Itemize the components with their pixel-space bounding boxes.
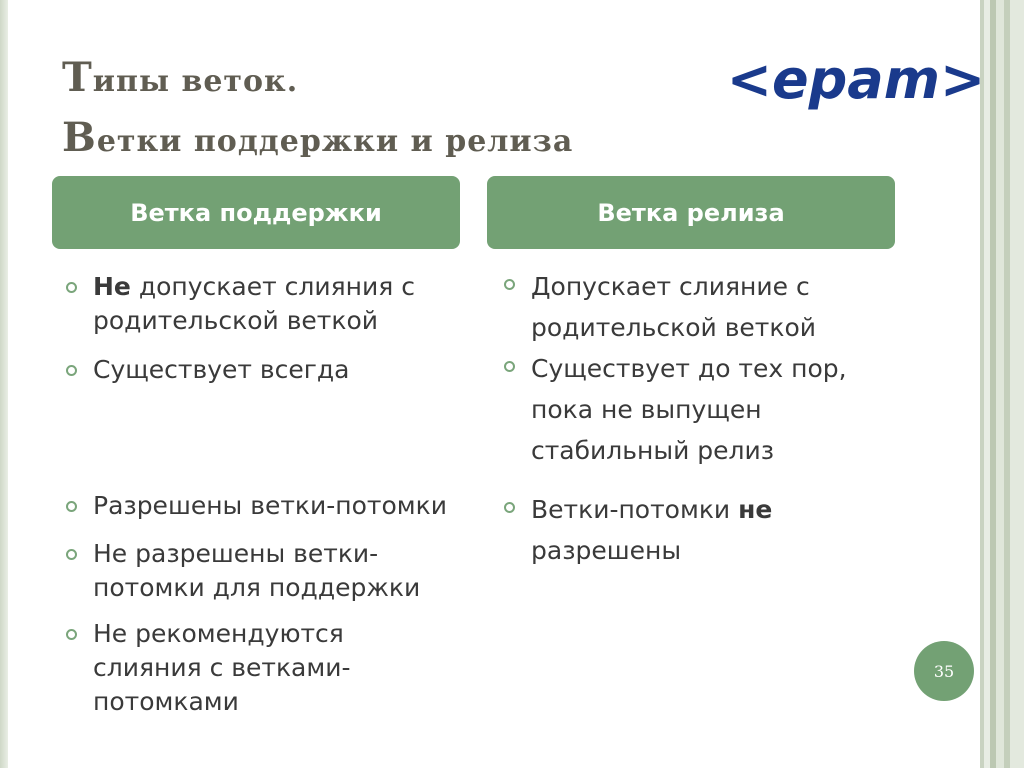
bullet-icon — [504, 279, 515, 290]
list-item: Ветки-потомки не разрешены — [531, 489, 831, 571]
bullet-icon — [504, 502, 515, 513]
svg-text:<epam>: <epam> — [726, 48, 986, 111]
bullet-icon — [66, 282, 77, 293]
list-item: Не допускает слияния с родительской веткой — [93, 270, 493, 338]
release-branch-header: Ветка релиза — [487, 176, 895, 249]
list-item: Не разрешены ветки-потомки для поддержки — [93, 537, 473, 605]
slide-title — [62, 50, 742, 170]
list-item: Существует всегда — [93, 353, 493, 387]
title-line-1: Типы веток. — [62, 54, 299, 101]
bullet-icon — [66, 501, 77, 512]
bullet-icon — [504, 361, 515, 372]
slide-left-border — [0, 0, 8, 768]
epam-logo — [726, 44, 986, 114]
list-item: Допускает слияние с родительской веткой — [531, 266, 891, 348]
title-line-2: Ветки поддержки и релиза — [62, 114, 574, 161]
support-branch-header: Ветка поддержки — [52, 176, 460, 249]
list-item: Разрешены ветки-потомки — [93, 489, 493, 523]
list-item: Не рекомендуются слияния с ветками-потомками — [93, 617, 383, 719]
bullet-icon — [66, 629, 77, 640]
list-item: Существует до тех пор, пока не выпущен стабильный релиз — [531, 348, 876, 471]
bullet-icon — [66, 365, 77, 376]
page-number-badge: 35 — [914, 641, 974, 701]
bullet-icon — [66, 549, 77, 560]
slide-right-border — [976, 0, 1024, 768]
